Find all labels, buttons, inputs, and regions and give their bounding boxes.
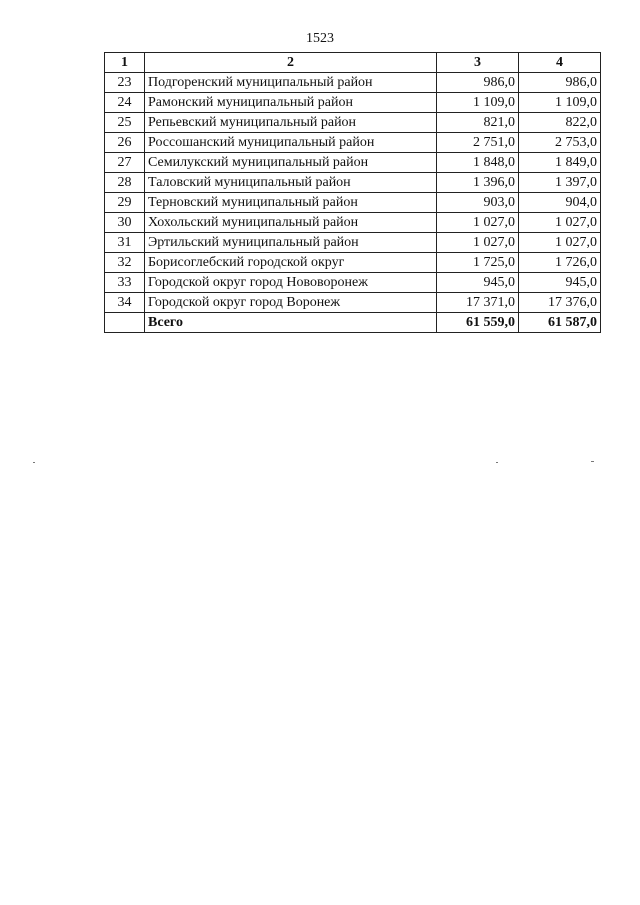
header-cell-1: 1 [105,53,145,73]
row-col4-cell: 945,0 [519,273,601,293]
row-name-cell: Таловский муниципальный район [145,173,437,193]
total-label-cell: Всего [145,313,437,333]
row-number-cell: 25 [105,113,145,133]
row-col4-cell: 1 109,0 [519,93,601,113]
row-col4-cell: 1 027,0 [519,213,601,233]
row-name-cell: Подгоренский муниципальный район [145,73,437,93]
table-row [105,173,601,193]
row-name-cell: Терновский муниципальный район [145,193,437,213]
header-cell-4: 4 [519,53,601,73]
table-row [105,153,601,173]
row-name-cell: Борисоглебский городской округ [145,253,437,273]
header-row [105,53,601,73]
total-col3-cell: 61 559,0 [437,313,519,333]
table-row [105,93,601,113]
row-col3-cell: 1 027,0 [437,233,519,253]
row-col3-cell: 17 371,0 [437,293,519,313]
total-col4-cell: 61 587,0 [519,313,601,333]
row-name-cell: Хохольский муниципальный район [145,213,437,233]
row-name-cell: Репьевский муниципальный район [145,113,437,133]
table-row [105,193,601,213]
row-number-cell: 28 [105,173,145,193]
data-table [104,52,601,333]
row-col3-cell: 986,0 [437,73,519,93]
row-number-cell: 26 [105,133,145,153]
row-col3-cell: 2 751,0 [437,133,519,153]
row-col4-cell: 2 753,0 [519,133,601,153]
total-empty-cell [105,313,145,333]
row-col3-cell: 1 848,0 [437,153,519,173]
row-number-cell: 31 [105,233,145,253]
row-col4-cell: 17 376,0 [519,293,601,313]
row-number-cell: 24 [105,93,145,113]
row-col4-cell: 1 849,0 [519,153,601,173]
row-number-cell: 30 [105,213,145,233]
row-col4-cell: 986,0 [519,73,601,93]
row-name-cell: Городской округ город Воронеж [145,293,437,313]
row-col3-cell: 1 027,0 [437,213,519,233]
scan-speck [591,461,594,462]
table-row [105,113,601,133]
row-name-cell: Семилукский муниципальный район [145,153,437,173]
row-number-cell: 34 [105,293,145,313]
table-row [105,73,601,93]
row-number-cell: 29 [105,193,145,213]
row-name-cell: Эртильский муниципальный район [145,233,437,253]
row-name-cell: Россошанский муниципальный район [145,133,437,153]
table-row [105,273,601,293]
row-name-cell: Рамонский муниципальный район [145,93,437,113]
row-col4-cell: 1 397,0 [519,173,601,193]
row-col3-cell: 1 109,0 [437,93,519,113]
row-number-cell: 23 [105,73,145,93]
row-col4-cell: 904,0 [519,193,601,213]
row-col3-cell: 1 725,0 [437,253,519,273]
table-body [105,73,601,333]
header-cell-3: 3 [437,53,519,73]
scan-speck [33,462,35,463]
table-row [105,293,601,313]
scan-speck [496,462,498,463]
table-row [105,233,601,253]
table-row [105,253,601,273]
row-number-cell: 33 [105,273,145,293]
row-col3-cell: 903,0 [437,193,519,213]
row-col3-cell: 821,0 [437,113,519,133]
row-col3-cell: 1 396,0 [437,173,519,193]
table-row [105,213,601,233]
row-col3-cell: 945,0 [437,273,519,293]
row-number-cell: 27 [105,153,145,173]
header-cell-2: 2 [145,53,437,73]
table-row [105,133,601,153]
row-col4-cell: 822,0 [519,113,601,133]
page-number: 1523 [306,31,334,46]
total-row [105,313,601,333]
row-col4-cell: 1 027,0 [519,233,601,253]
row-name-cell: Городской округ город Нововоронеж [145,273,437,293]
row-col4-cell: 1 726,0 [519,253,601,273]
row-number-cell: 32 [105,253,145,273]
